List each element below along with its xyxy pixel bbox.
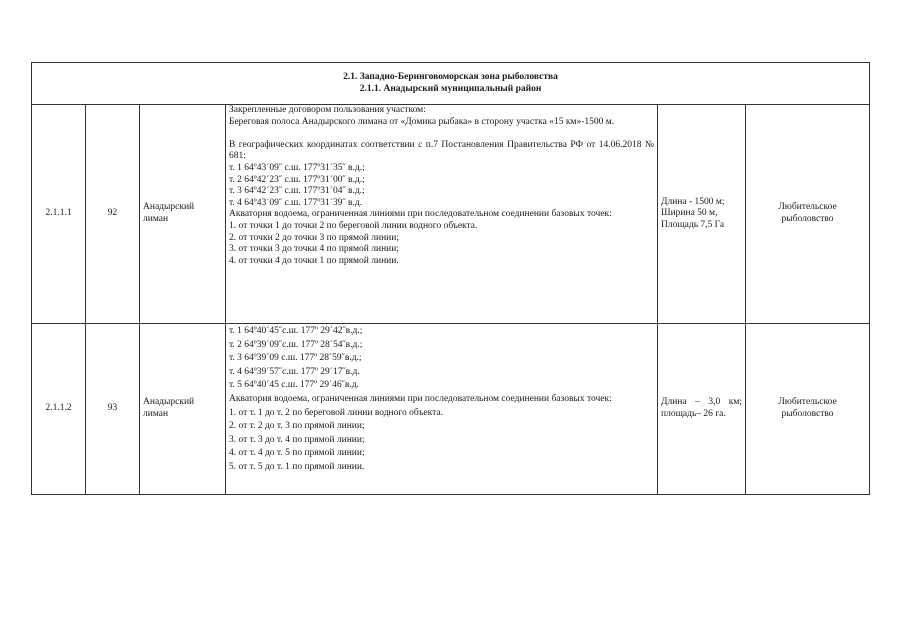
coord-point: т. 4 64º39´57˝с.ш. 177º 29´17˝в.д. [229, 366, 360, 377]
water-body-name-cont: лиман [143, 409, 169, 419]
row-number: 93 [86, 324, 140, 495]
water-body-name-cont: лиман [143, 214, 169, 224]
desc-shore: Береговая полоса Анадырского лимана от «Домика рыбака» в сторону участка «15 км»-1500 м. [229, 116, 615, 127]
boundary-line: 3. от т. 3 до т. 4 по прямой линии; [229, 434, 365, 445]
section-title: 2.1. Западно-Беринговоморская зона рыболовства [343, 71, 558, 82]
boundary-line: 4. от т. 4 до т. 5 по прямой линии; [229, 448, 365, 459]
coord-point: т. 2 64º42´23˝ с.ш. 177º31´00˝ в.д.; [229, 174, 365, 185]
table-row [32, 324, 870, 495]
section-header-row [32, 63, 870, 105]
fishing-type-cont: рыболовство [781, 409, 834, 419]
boundary-line: 1. от точки 1 до точки 2 по береговой линии водного объекта. [229, 220, 478, 231]
row-id: 2.1.1.1 [32, 105, 86, 324]
fishing-type: Любительское [778, 202, 837, 213]
spacer [229, 128, 654, 140]
desc-aquatory: Акватория водоема, ограниченная линиями при последовательном соединении базовых точек: [229, 393, 612, 404]
fishing-areas-table [31, 62, 870, 495]
row-description [226, 105, 658, 324]
row-description [226, 324, 658, 495]
coord-point: т. 5 64º40´45 с.ш. 177º 29´46˝в.д. [229, 380, 359, 391]
table-row [32, 105, 870, 324]
coord-point: т. 2 64º39´09˝с.ш. 177º 28´54˝в.д.; [229, 339, 363, 350]
section-header [32, 63, 870, 105]
coord-point: т. 4 64º43´09˝ с.ш. 177º31´39˝ в.д. [229, 197, 363, 208]
water-body-name: Анадырский [143, 397, 195, 408]
row-fishing-type [746, 324, 870, 495]
coord-point: т. 3 64º39´09 с.ш. 177º 28´59˝в.д.; [229, 353, 362, 364]
boundary-line: 1. от т. 1 до т. 2 по береговой линии водного объекта. [229, 407, 444, 418]
size-width: Ширина 50 м, [661, 208, 718, 219]
row-fishing-type [746, 105, 870, 324]
fishing-type-cont: рыболовство [781, 214, 834, 224]
row-water-body [140, 105, 226, 324]
fishing-type: Любительское [778, 397, 837, 408]
coord-point: т. 1 64º43´09˝ с.ш. 177º31´35˝ в.д.; [229, 162, 365, 173]
coord-point: т. 3 64º42´23˝ с.ш. 177º31´04˝ в.д.; [229, 186, 365, 197]
desc-aquatory: Акватория водоема, ограниченная линиями при последовательном соединении базовых точек: [229, 209, 612, 220]
desc-geo: В географических координатах соответствии с п.7 Постановления Правительства РФ от 14.06.2018 № 681: [229, 139, 654, 162]
row-size [658, 105, 746, 324]
boundary-line: 5. от т. 5 до т. 1 по прямой линии. [229, 461, 365, 472]
row-id: 2.1.1.2 [32, 324, 86, 495]
boundary-line: 2. от точки 2 до точки 3 по прямой линии; [229, 232, 399, 243]
row-water-body [140, 324, 226, 495]
boundary-line: 2. от т. 2 до т. 3 по прямой линии; [229, 421, 365, 432]
boundary-line: 3. от точки 3 до точки 4 по прямой линии; [229, 244, 399, 255]
section-subtitle: 2.1.1. Анадырский муниципальный район [359, 83, 542, 94]
desc-intro: Закрепленные договором пользования участком: [229, 105, 426, 115]
row-number: 92 [86, 105, 140, 324]
boundary-line: 4. от точки 4 до точки 1 по прямой линии. [229, 255, 399, 266]
water-body-name: Анадырский [143, 202, 195, 213]
size-length: Длина - 1500 м; [661, 196, 725, 207]
size-area: Площадь 7,5 Га [661, 219, 725, 230]
row-size: Длина – 3,0 км; площадь– 26 га. [658, 324, 746, 495]
coord-point: т. 1 64º40´45˝с.ш. 177º 29´42˝в.д.; [229, 326, 363, 336]
